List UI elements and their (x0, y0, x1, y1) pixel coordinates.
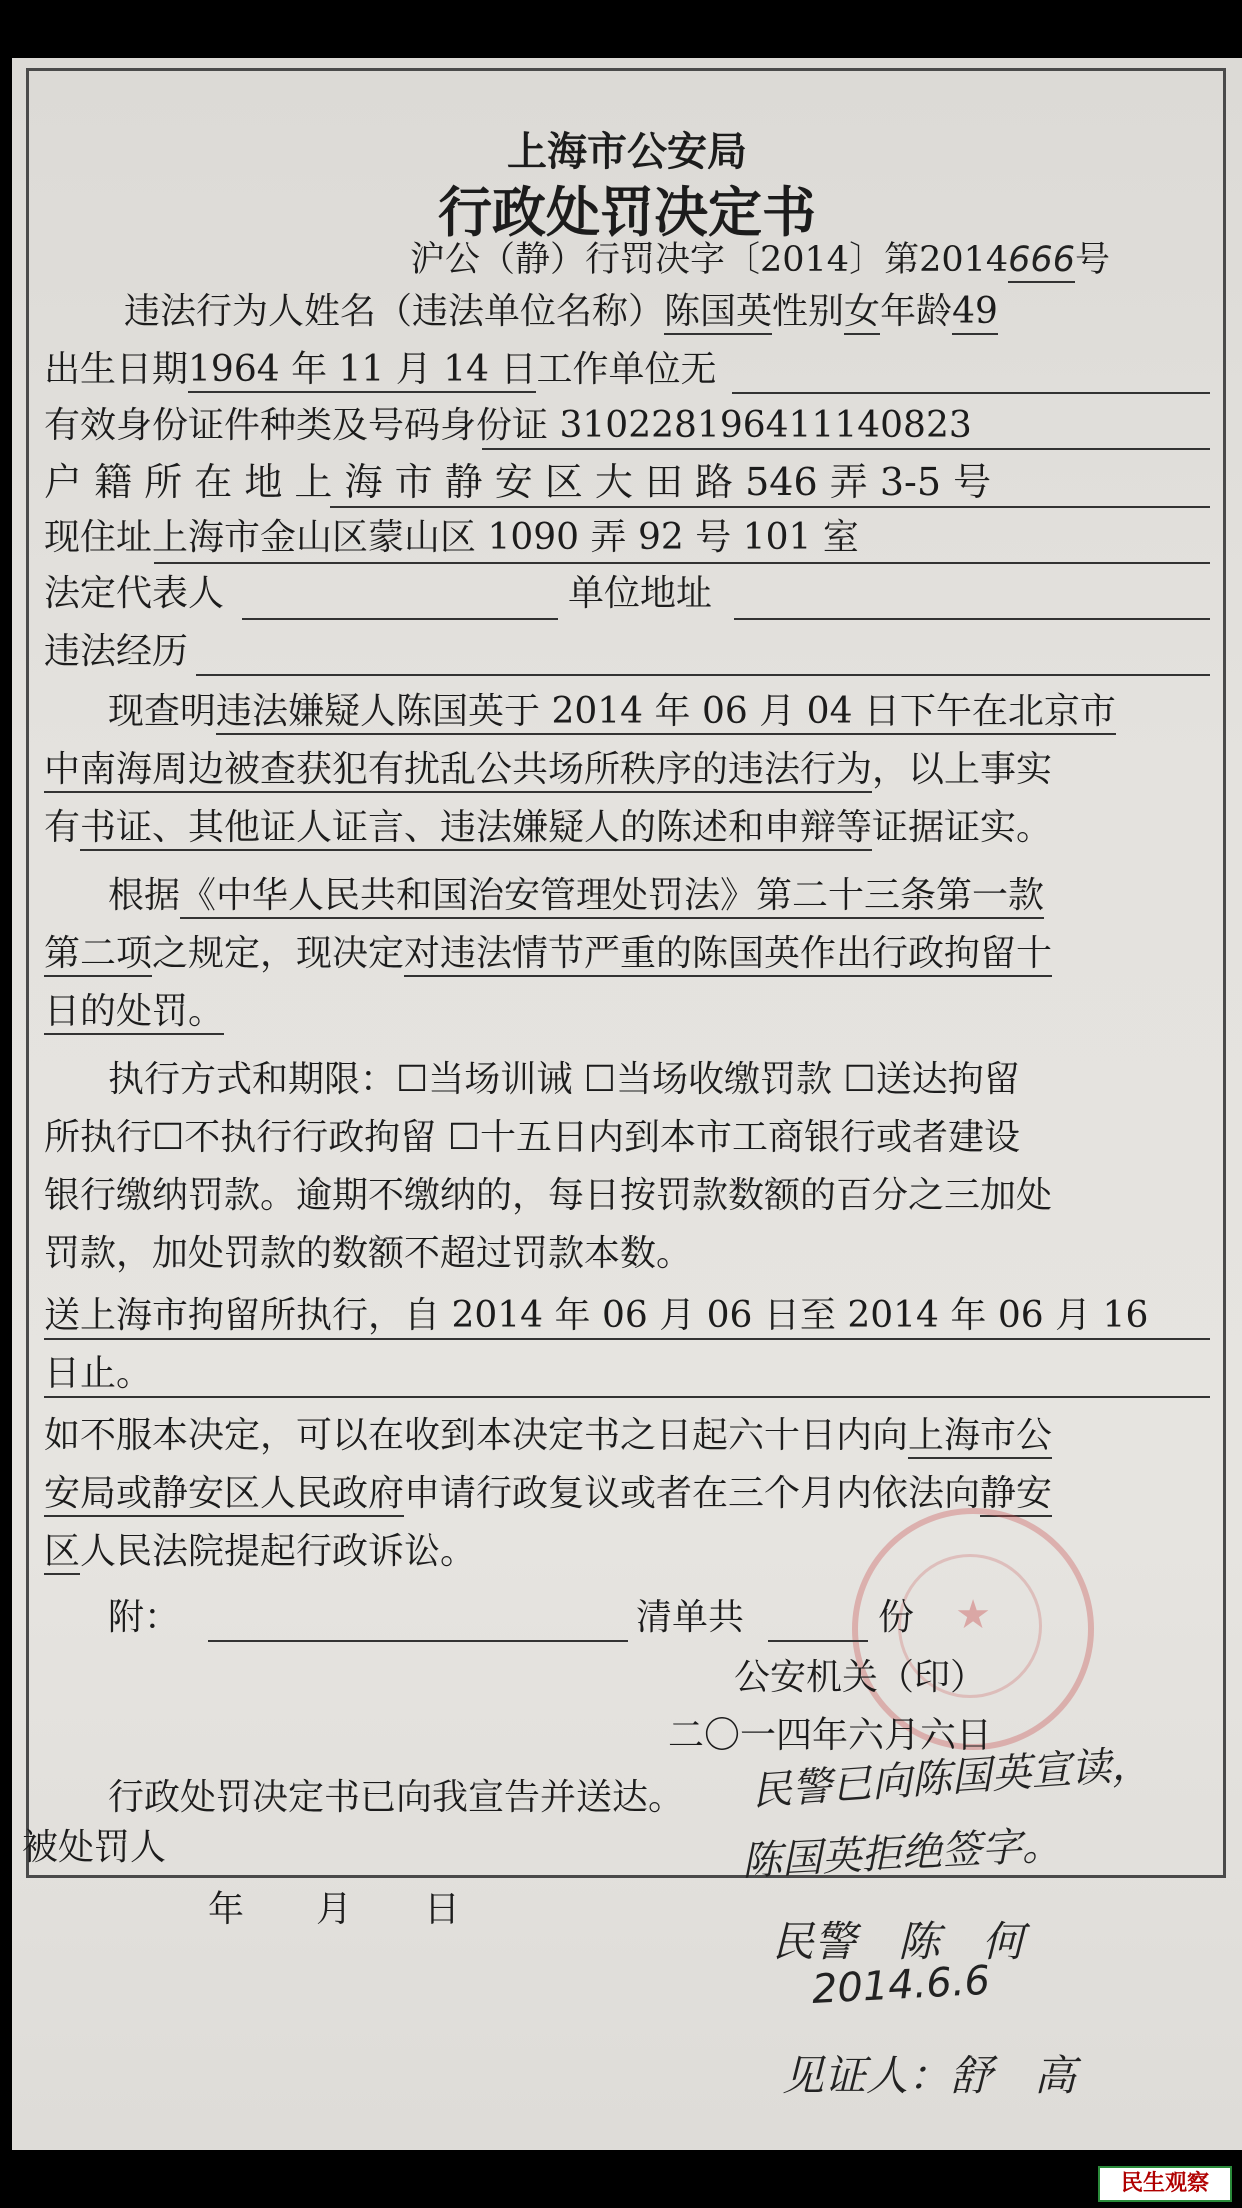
copies-label: 份 (878, 1597, 915, 1638)
watermark-logo-text: 民生观察 (1120, 2171, 1209, 2196)
appeal-court-start: 静安 (980, 1473, 1052, 1517)
birth-line (44, 348, 717, 392)
basis-item: 第二项 (44, 933, 152, 977)
detention-underline-2 (44, 1396, 1210, 1398)
residence-underline (154, 562, 1210, 564)
basis-law: 《中华人民共和国治安管理处罚法》第二十三条第一款 (180, 875, 1044, 919)
facts-evidence-prefix: 有 (44, 807, 81, 848)
id-type-value: 身份证 (440, 405, 549, 446)
basis-penalty: 对违法情节严重的陈国英作出行政拘留十 (404, 933, 1052, 977)
document-number-suffix: 号 (1074, 240, 1110, 280)
appeal-authority: 安局或静安区人民政府 (44, 1473, 404, 1517)
detention-line-2: 日止。 (44, 1353, 153, 1394)
detention-line-1: 送上海市拘留所执行，自 2014 年 06 月 06 日至 2014 年 06 月 16 (44, 1295, 1149, 1336)
facts-line-2 (44, 748, 1052, 792)
facts-intro: 现查明 (108, 691, 217, 732)
facts-line-1 (108, 690, 1116, 734)
person-name-label: 违法行为人姓名（违法单位名称） (124, 291, 665, 332)
document-title: 行政处罚决定书 (438, 181, 816, 244)
id-number-value: 310228196411140823 (559, 405, 972, 446)
appeal-litigation: 人民法院提起行政诉讼。 (80, 1531, 477, 1572)
organization-name: 上海市公安局 (507, 129, 747, 175)
basis-line-3 (44, 990, 224, 1034)
birth-date-value: 1964 年 11 月 14 日 (188, 349, 536, 393)
handwritten-date: 2014.6.6 (810, 1957, 992, 2013)
birth-date-label: 出生日期 (44, 349, 189, 390)
document-paper (12, 58, 1242, 2150)
work-unit-underline (732, 392, 1210, 394)
person-name-value: 陈国英 (664, 291, 772, 335)
residence-label: 现住址 (44, 517, 153, 558)
document-number-handwritten: 666 (1008, 240, 1075, 283)
unit-address-underline (734, 618, 1210, 620)
document-number-text: 沪公（静）行罚决字〔2014〕第2014 (410, 240, 1009, 280)
facts-line-3 (44, 806, 1052, 850)
violation-history-underline (196, 674, 1210, 676)
facts-suspect: 违法嫌疑人陈国英于 2014 年 06 月 04 日下午在北京市 (216, 691, 1116, 735)
attachment-underline (208, 1640, 628, 1642)
work-unit-value: 无 (680, 349, 717, 390)
gender-label: 性别 (772, 291, 845, 332)
basis-line-2 (44, 932, 1052, 976)
list-count-label: 清单共 (636, 1597, 745, 1638)
execution-line-2: 所执行☐不执行行政拘留 ☐十五日内到本市工商银行或者建设 (44, 1117, 1020, 1158)
residence-line (44, 516, 859, 560)
person-line (124, 290, 998, 334)
appeal-text: 如不服本决定，可以在收到本决定书之日起六十日内向 (44, 1415, 909, 1456)
violation-history-label: 违法经历 (44, 631, 189, 672)
id-underline (482, 448, 1210, 450)
officer-signatures: 民警 陈 何 (772, 1917, 1025, 1966)
seal-star-icon: ★ (955, 1592, 991, 1638)
appeal-line-3 (44, 1530, 476, 1574)
hukou-value: 上 海 市 静 安 区 大 田 路 546 弄 3-5 号 (294, 460, 992, 504)
detention-underline-1 (44, 1338, 1210, 1340)
issuing-authority: 公安机关（印） (734, 1657, 987, 1698)
appeal-authority-start: 上海市公 (908, 1415, 1052, 1459)
punished-person-label: 被处罚人 (22, 1827, 167, 1868)
hukou-line (44, 460, 991, 504)
facts-offense: 中南海周边被查获犯有扰乱公共场所秩序的违法行为 (44, 749, 872, 793)
appeal-court-end: 区 (44, 1531, 80, 1575)
id-line (44, 404, 972, 448)
age-value: 49 (952, 291, 998, 335)
handwritten-note-2: 陈国英拒绝签字。 (740, 1822, 1063, 1885)
appeal-line-2 (44, 1472, 1052, 1516)
unit-address-label: 单位地址 (568, 573, 713, 614)
list-count-underline (768, 1640, 868, 1642)
witness-signature: 见证人：舒 高 (782, 2051, 1077, 2100)
served-statement: 行政处罚决定书已向我宣告并送达。 (108, 1777, 685, 1818)
issue-date: 二〇一四年六月六日 (668, 1715, 993, 1756)
handwritten-note-1: 民警已向陈国英宣读， (750, 1741, 1153, 1815)
basis-line-1 (108, 874, 1044, 918)
facts-continuation: ，以上事实 (872, 749, 1053, 790)
age-label: 年龄 (880, 291, 953, 332)
legal-rep-underline (242, 618, 558, 620)
execution-line-1: 执行方式和期限：☐当场训诫 ☐当场收缴罚款 ☐送达拘留 (108, 1059, 1020, 1100)
appeal-review: 申请行政复议或者在三个月内依法向 (404, 1473, 981, 1514)
facts-evidence: 书证、其他证人证言、违法嫌疑人的陈述和申辩等 (80, 807, 872, 851)
attachment-label: 附： (108, 1597, 181, 1638)
basis-decision: 之规定，现决定 (152, 933, 405, 974)
execution-line-3: 银行缴纳罚款。逾期不缴纳的，每日按罚款数额的百分之三加处 (44, 1175, 1053, 1216)
facts-evidence-suffix: 证据证实。 (872, 807, 1053, 848)
basis-intro: 根据 (108, 875, 181, 916)
hukou-label: 户 籍 所 在 地 (44, 460, 283, 504)
execution-line-4: 罚款，加处罚款的数额不超过罚款本数。 (44, 1233, 693, 1274)
watermark-logo (1098, 2166, 1232, 2202)
document-number (410, 238, 1110, 282)
gender-value: 女 (844, 291, 880, 335)
id-label: 有效身份证件种类及号码 (44, 405, 441, 446)
hukou-underline (330, 506, 1210, 508)
work-unit-label: 工作单位 (536, 349, 681, 390)
appeal-line-1 (44, 1414, 1052, 1458)
signature-date-placeholder: 年 月 日 (208, 1889, 461, 1930)
basis-penalty-end: 日的处罚。 (44, 991, 224, 1035)
legal-rep-label: 法定代表人 (44, 573, 225, 614)
residence-value: 上海市金山区蒙山区 1090 弄 92 号 101 室 (152, 517, 859, 558)
